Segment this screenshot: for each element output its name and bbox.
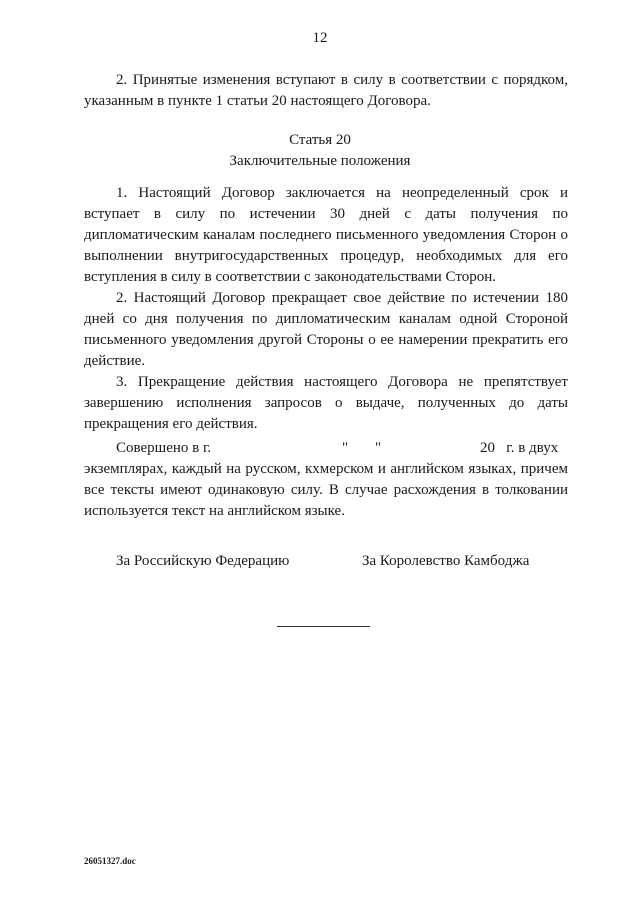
article-title: Заключительные положения <box>229 153 411 169</box>
done-clause-first-line <box>84 438 568 459</box>
signature-cambodia: За Королевство Камбоджа <box>362 553 530 569</box>
done-clause-year: 20 г. в двух <box>480 440 559 456</box>
done-clause-rest: экземплярах, каждый на русском, кхмерском и английском языках, причем все тексты имеют одинаковую силу. В случае расхождения в толковании используется текст на английском языке. <box>84 461 568 519</box>
end-divider <box>277 626 370 627</box>
signature-russia: За Российскую Федерацию <box>116 553 290 569</box>
done-clause-lead: Совершено в г. <box>116 440 212 456</box>
done-clause-quote-close: " <box>375 440 382 456</box>
intro-paragraph: 2. Принятые изменения вступают в силу в соответствии с порядком, указанным в пункте 1 статьи 20 настоящего Договора. <box>84 72 568 109</box>
paragraph-2: 2. Настоящий Договор прекращает свое действие по истечении 180 дней со дня получения по дипломатическим каналам одной Стороной письменного уведомления другой Стороны о ее намерении прекратить его действие. <box>84 290 568 369</box>
paragraph-1: 1. Настоящий Договор заключается на неопределенный срок и вступает в силу по истечении 30 дней с даты получения по дипломатическим каналам последнего письменного уведомления Сторон о выполнении внутригосударственных процедур, необходимых для его вступления в силу в соответствии с законодательствами Сторон. <box>84 185 568 285</box>
footer-filename: 26051327.doc <box>84 856 136 866</box>
done-clause-quote-open: " <box>342 440 349 456</box>
paragraph-3: 3. Прекращение действия настоящего Договора не препятствует завершению исполнения запросов о выдаче, полученных до даты прекращения его действия. <box>84 374 568 432</box>
page-number: 12 <box>312 30 328 46</box>
article-number: Статья 20 <box>289 132 351 148</box>
